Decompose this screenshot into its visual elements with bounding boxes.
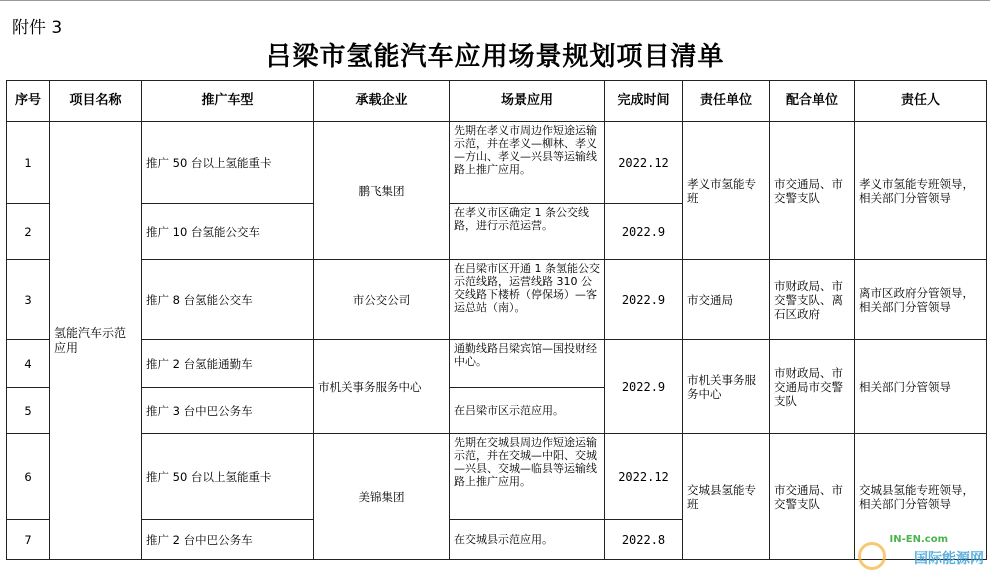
vehicle-cell: 推广 8 台氢能公交车 (142, 260, 314, 340)
scene-cell: 在交城县示范应用。 (450, 520, 605, 560)
responsible-unit-cell: 市机关事务服务中心 (683, 340, 770, 434)
scene-cell: 在吕梁市区示范应用。 (450, 388, 605, 434)
table-row (7, 340, 987, 388)
vehicle-cell: 推广 50 台以上氢能重卡 (142, 434, 314, 520)
enterprise-cell: 市公交公司 (314, 260, 450, 340)
responsible-person-cell: 相关部门分管领导 (855, 340, 987, 434)
vehicle-cell: 推广 2 台中巴公务车 (142, 520, 314, 560)
scene-cell: 通勤线路吕梁宾馆—国投财经中心。 (450, 340, 605, 388)
row-no: 5 (7, 388, 50, 434)
project-name-cell: 氢能汽车示范应用 (50, 122, 142, 560)
header-scene: 场景应用 (450, 81, 605, 122)
header-responsible-unit: 责任单位 (683, 81, 770, 122)
cooperating-unit-cell: 市财政局、市交警支队、离石区政府 (770, 260, 855, 340)
time-cell: 2022.9 (605, 260, 683, 340)
cooperating-unit-cell: 市交通局、市交警支队 (770, 434, 855, 560)
attachment-label: 附件 3 (12, 18, 63, 38)
time-cell: 2022.8 (605, 520, 683, 560)
responsible-person-cell: 离市区政府分管领导，相关部门分管领导 (855, 260, 987, 340)
time-cell: 2022.12 (605, 434, 683, 520)
scene-cell: 在孝义市区确定 1 条公交线路，进行示范运营。 (450, 204, 605, 260)
time-cell: 2022.12 (605, 122, 683, 204)
vehicle-cell: 推广 2 台氢能通勤车 (142, 340, 314, 388)
row-no: 4 (7, 340, 50, 388)
responsible-unit-cell: 孝义市氢能专班 (683, 122, 770, 260)
row-no: 2 (7, 204, 50, 260)
header-project: 项目名称 (50, 81, 142, 122)
responsible-person-cell: 交城县氢能专班领导，相关部门分管领导 (855, 434, 987, 560)
table-row (7, 434, 987, 520)
responsible-unit-cell: 交城县氢能专班 (683, 434, 770, 560)
row-no: 6 (7, 434, 50, 520)
watermark-en: IN-EN.com (889, 534, 948, 545)
header-time: 完成时间 (605, 81, 683, 122)
responsible-person-cell: 孝义市氢能专班领导，相关部门分管领导 (855, 122, 987, 260)
row-no: 3 (7, 260, 50, 340)
sun-icon (858, 542, 886, 570)
scene-cell: 先期在交城县周边作短途运输示范，并在交城—中阳、交城—兴县、交城—临县等运输线路上推广应用。 (450, 434, 605, 520)
time-cell: 2022.9 (605, 340, 683, 434)
table-row (7, 260, 987, 340)
row-no: 7 (7, 520, 50, 560)
vehicle-cell: 推广 50 台以上氢能重卡 (142, 122, 314, 204)
document-title: 吕梁市氢能汽车应用场景规划项目清单 (265, 42, 725, 72)
project-table (6, 80, 987, 560)
header-responsible-person: 责任人 (855, 81, 987, 122)
enterprise-cell: 美锦集团 (314, 434, 450, 560)
scene-cell: 在吕梁市区开通 1 条氢能公交示范线路，运营线路 310 公交线路下楼桥（停保场）—客运总站（南）。 (450, 260, 605, 340)
time-cell: 2022.9 (605, 204, 683, 260)
table-row (7, 122, 987, 204)
row-no: 1 (7, 122, 50, 204)
top-border-line (0, 0, 990, 1)
scene-cell: 先期在孝义市周边作短途运输示范，并在孝义—柳林、孝义—方山、孝义—兴县等运输线路上推广应用。 (450, 122, 605, 204)
responsible-unit-cell: 市交通局 (683, 260, 770, 340)
cooperating-unit-cell: 市财政局、市交通局市交警支队 (770, 340, 855, 434)
header-row (7, 81, 987, 122)
watermark-logo (844, 534, 984, 572)
header-cooperating-unit: 配合单位 (770, 81, 855, 122)
cooperating-unit-cell: 市交通局、市交警支队 (770, 122, 855, 260)
enterprise-cell: 鹏飞集团 (314, 122, 450, 260)
vehicle-cell: 推广 3 台中巴公务车 (142, 388, 314, 434)
header-vehicle: 推广车型 (142, 81, 314, 122)
enterprise-cell: 市机关事务服务中心 (314, 340, 450, 434)
vehicle-cell: 推广 10 台氢能公交车 (142, 204, 314, 260)
header-no: 序号 (7, 81, 50, 122)
header-enterprise: 承载企业 (314, 81, 450, 122)
watermark-cn: 国际能源网 (914, 551, 984, 567)
